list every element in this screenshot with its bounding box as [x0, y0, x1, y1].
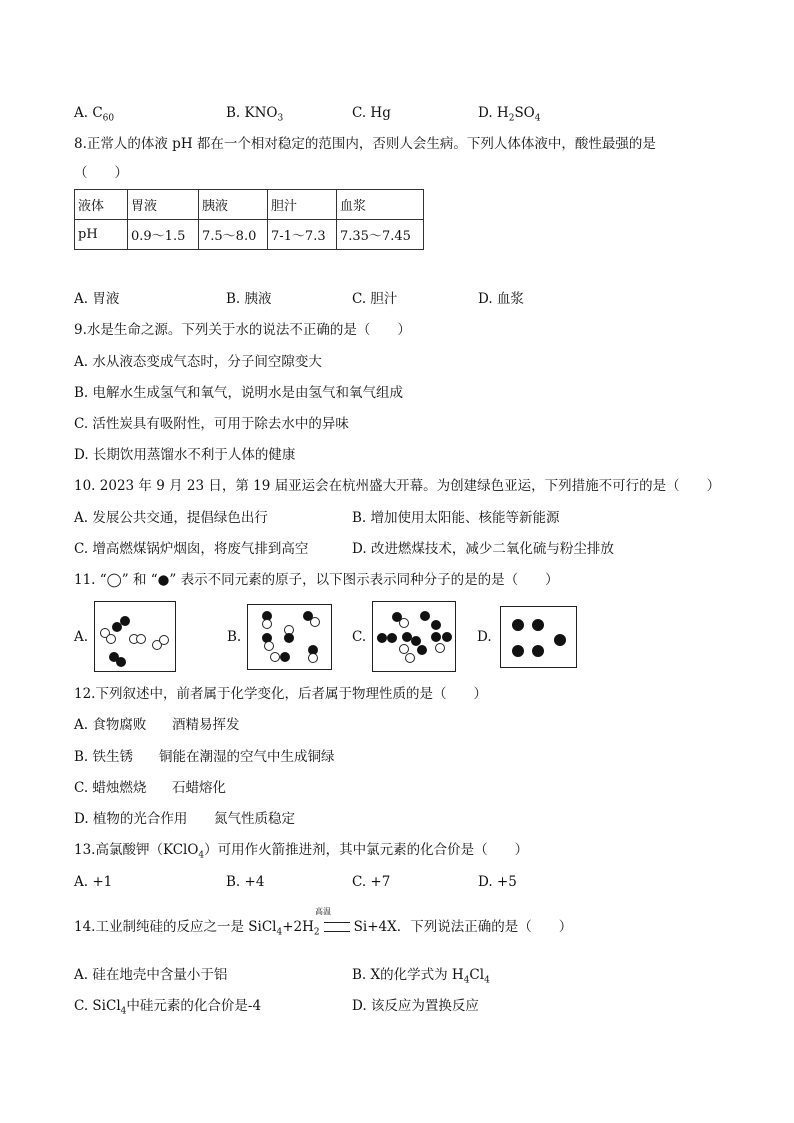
reaction-condition: 高温	[315, 907, 331, 916]
molecule-diagram-c	[372, 601, 456, 672]
q10-option-c: C. 增高燃煤锅炉烟囱，将废气排到高空	[74, 541, 309, 557]
q10-option-a: A. 发展公共交通，提倡绿色出行	[74, 510, 268, 526]
q13-option-a: A. +1	[74, 874, 113, 890]
black-atom	[280, 652, 290, 662]
q9-stem: 9.水是生命之源。下列关于水的说法不正确的是（ ）	[74, 322, 411, 338]
table-cell: 7-1～7.3	[268, 220, 337, 250]
white-atom	[136, 634, 146, 644]
black-atom	[431, 620, 441, 630]
white-atom	[435, 643, 445, 653]
white-atom	[310, 617, 320, 627]
q11-label-d: D.	[477, 629, 492, 645]
ph-table	[74, 189, 424, 250]
q11-label-c: C.	[352, 629, 367, 645]
q13-option-b: B. +4	[226, 874, 265, 890]
table-cell: 胃液	[128, 190, 199, 220]
q9-option-a: A. 水从液态变成气态时，分子间空隙变大	[74, 354, 322, 370]
reaction-arrow	[324, 922, 350, 932]
table-header-row	[75, 190, 424, 220]
table-cell: pH	[75, 220, 128, 250]
white-atom	[399, 618, 409, 628]
black-atom	[387, 633, 397, 643]
q9-option-c: C. 活性炭具有吸附性，可用于除去水中的异味	[74, 416, 349, 432]
q8-option-c: C. 胆汁	[352, 291, 398, 307]
table-cell: 胆汁	[268, 190, 337, 220]
q11-label-b: B.	[227, 629, 242, 645]
q14-option-d: D. 该反应为置换反应	[352, 998, 479, 1014]
black-atom	[431, 632, 441, 642]
q14-option-b: B. X的化学式为 $H_4Cl_4$	[352, 967, 490, 986]
white-atom	[405, 653, 415, 663]
q12-option-a-second: 酒精易挥发	[172, 717, 240, 733]
q10-stem: 10. 2023 年 9 月 23 日，第 19 届亚运会在杭州盛大开幕。为创建绿色亚运，下列措施不可行的是（ ）	[74, 478, 721, 494]
q8-option-d: D. 血浆	[478, 291, 524, 307]
q7-option-b: B. $KNO_3$	[226, 105, 284, 124]
black-atom	[442, 632, 452, 642]
table-cell: 胰液	[199, 190, 268, 220]
black-atom	[284, 633, 294, 643]
q7-option-a: A. $C_{60}$	[74, 105, 115, 124]
q12-option-c: C. 蜡烛燃烧	[74, 780, 147, 796]
white-atom	[308, 653, 318, 663]
white-atom	[270, 652, 280, 662]
q13-option-d: D. +5	[478, 874, 517, 890]
table-cell: 血浆	[337, 190, 424, 220]
table-cell: 7.35～7.45	[337, 220, 424, 250]
q8-paren: （ ）	[74, 165, 128, 181]
q9-option-b: B. 电解水生成氢气和氧气，说明水是由氢气和氧气组成	[74, 385, 404, 401]
white-atom	[106, 634, 116, 644]
q12-option-c-second: 石蜡熔化	[172, 780, 226, 796]
table-cell: 液体	[75, 190, 128, 220]
q10-option-b: B. 增加使用太阳能、核能等新能源	[352, 510, 560, 526]
black-atom	[532, 645, 544, 657]
white-atom	[262, 619, 272, 629]
molecule-diagram-d	[500, 606, 577, 668]
q13-option-c: C. +7	[352, 874, 391, 890]
q14-option-c: C. SiCl$_4$中硅元素的化合价是-4	[74, 998, 262, 1017]
black-atom	[377, 633, 387, 643]
white-atom	[159, 635, 169, 645]
table-cell: 7.5～8.0	[199, 220, 268, 250]
q12-stem: 12.下列叙述中，前者属于化学变化，后者属于物理性质的是（ ）	[74, 686, 487, 702]
molecule-diagram-b	[247, 604, 332, 670]
q12-option-b-second: 铜能在潮湿的空气中生成铜绿	[159, 749, 335, 765]
q9-option-d: D. 长期饮用蒸馏水不利于人体的健康	[74, 447, 296, 463]
q8-option-b: B. 胰液	[226, 291, 272, 307]
table-row	[75, 220, 424, 250]
q8-option-a: A. 胃液	[74, 291, 120, 307]
q8-stem: 8.正常人的体液 pH 都在一个相对稳定的范围内，否则人会生病。下列人体体液中，酸性最强的是	[74, 136, 656, 152]
q12-option-d-second: 氮气性质稳定	[214, 811, 295, 827]
black-atom	[116, 657, 126, 667]
q7-option-c: C. Hg	[352, 105, 391, 121]
q11-label-a: A.	[74, 629, 89, 645]
black-atom	[512, 619, 524, 631]
black-atom	[420, 611, 430, 621]
table-cell: 0.9～1.5	[128, 220, 199, 250]
black-atom	[417, 645, 427, 655]
q14-stem: 14.工业制纯硅的反应之一是 $SiCl_4+2H_2$ Si+4X．下列说法正确的是（ ）	[74, 919, 573, 938]
q12-option-b: B. 铁生锈	[74, 749, 134, 765]
q13-stem: 13.高氯酸钾（KClO$_4$）可用作火箭推进剂，其中氯元素的化合价是（ ）	[74, 842, 529, 861]
molecule-diagram-a	[94, 601, 176, 672]
black-atom	[512, 645, 524, 657]
q10-option-d: D. 改进燃煤技术，减少二氧化硫与粉尘排放	[352, 541, 614, 557]
q7-option-d: D. $H_2SO_4$	[478, 105, 541, 124]
q12-option-a: A. 食物腐败	[74, 717, 147, 733]
black-atom	[554, 634, 566, 646]
q11-stem: 11. “◯” 和 “●” 表示不同元素的原子，以下图示表示同种分子的是的是（ ）	[74, 572, 559, 588]
white-atom	[264, 641, 274, 651]
black-atom	[532, 619, 544, 631]
q14-option-a: A. 硅在地壳中含量小于铝	[74, 967, 228, 983]
black-atom	[112, 622, 122, 632]
q12-option-d: D. 植物的光合作用	[74, 811, 188, 827]
